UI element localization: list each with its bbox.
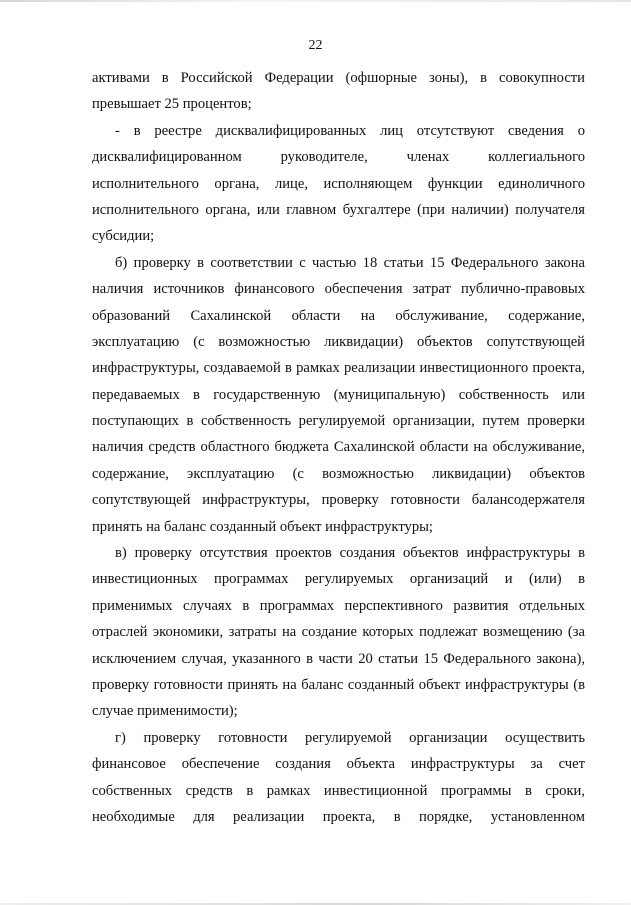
text-line: дисквалифицированном руководителе, членах коллегиального <box>92 149 585 166</box>
text-line: сопутствующей инфраструктуры, проверку готовности балансодержателя <box>92 492 585 509</box>
text-line: - в реестре дисквалифицированных лиц отсутствуют сведения о <box>115 122 585 139</box>
text-line: инфраструктуры, создаваемой в рамках реализации инвестиционного проекта, <box>92 360 585 377</box>
text-line: проверку готовности принять на баланс созданный объект инфраструктуры (в <box>92 676 585 693</box>
text-line: случае применимости); <box>92 703 238 720</box>
text-line: наличия средств областного бюджета Сахалинской области на обслуживание, <box>92 439 585 456</box>
text-line: финансовое обеспечение создания объекта инфраструктуры за счет <box>92 756 585 773</box>
text-line: образований Сахалинской области на обслуживание, содержание, <box>92 307 585 324</box>
text-line: исполнительного органа, лице, исполняющем функции единоличного <box>92 175 585 192</box>
text-line: содержание, эксплуатацию (с возможностью ликвидации) объектов <box>92 465 585 482</box>
text-line: применимых случаях в программах перспективного развития отдельных <box>92 597 585 614</box>
text-line: наличия источников финансового обеспечения затрат публично-правовых <box>92 281 585 298</box>
scan-edge-top <box>0 0 631 2</box>
text-line: субсидии; <box>92 228 155 245</box>
text-line: исполнительного органа, или главном бухгалтере (при наличии) получателя <box>92 201 585 218</box>
text-line: превышает 25 процентов; <box>92 96 252 113</box>
text-line: б) проверку в соответствии с частью 18 статьи 15 Федерального закона <box>115 254 585 271</box>
text-line: исключением случая, указанного в части 20 статьи 15 Федерального закона), <box>92 650 585 667</box>
text-line: в) проверку отсутствия проектов создания объектов инфраструктуры в <box>115 545 585 562</box>
page-number: 22 <box>308 38 323 53</box>
text-line: необходимые для реализации проекта, в порядке, установленном <box>92 808 585 825</box>
text-line: г) проверку готовности регулируемой организации осуществить <box>115 729 585 746</box>
text-line: эксплуатацию (с возможностью ликвидации) объектов сопутствующей <box>92 333 585 350</box>
text-line: передаваемых в государственную (муниципальную) собственность или <box>92 386 585 403</box>
text-line: активами в Российской Федерации (офшорные зоны), в совокупности <box>92 70 585 86</box>
text-line: принять на баланс созданный объект инфраструктуры; <box>92 518 433 535</box>
document-body <box>92 65 585 830</box>
text-line: инвестиционных программах регулируемых организаций и (или) в <box>92 571 585 588</box>
text-line: поступающих в собственность регулируемой организации, путем проверки <box>92 413 585 430</box>
text-line: собственных средств в рамках инвестиционной программы в сроки, <box>92 782 585 799</box>
text-line: отраслей экономики, затраты на создание которых подлежат возмещению (за <box>92 624 585 641</box>
